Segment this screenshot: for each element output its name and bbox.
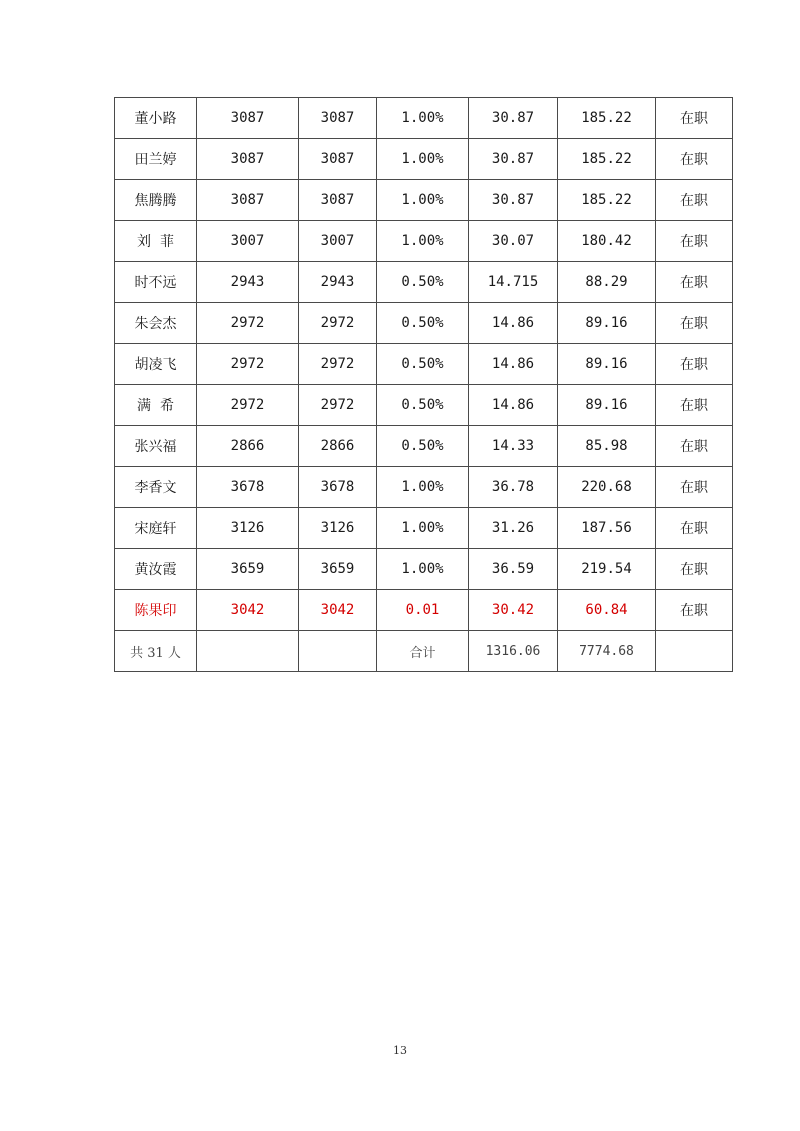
rate: 1.00% xyxy=(377,467,469,508)
total-amount: 60.84 xyxy=(558,590,656,631)
table-row xyxy=(115,98,733,139)
table-row xyxy=(115,508,733,549)
rate: 1.00% xyxy=(377,180,469,221)
contribution-base: 3087 xyxy=(299,98,377,139)
rate: 1.00% xyxy=(377,98,469,139)
table-row xyxy=(115,303,733,344)
base-salary: 3126 xyxy=(197,508,299,549)
roster-table xyxy=(114,97,733,672)
total-amount: 187.56 xyxy=(558,508,656,549)
employment-status: 在职 xyxy=(656,262,733,303)
total-amount: 185.22 xyxy=(558,139,656,180)
monthly-amount: 30.87 xyxy=(469,98,558,139)
monthly-amount: 30.07 xyxy=(469,221,558,262)
contribution-base: 2972 xyxy=(299,303,377,344)
sum-label: 合计 xyxy=(377,631,469,672)
table-row xyxy=(115,549,733,590)
monthly-amount: 36.59 xyxy=(469,549,558,590)
monthly-amount: 14.86 xyxy=(469,303,558,344)
total-row xyxy=(115,631,733,672)
employment-status: 在职 xyxy=(656,549,733,590)
base-salary: 2972 xyxy=(197,344,299,385)
base-salary: 3087 xyxy=(197,139,299,180)
employment-status: 在职 xyxy=(656,385,733,426)
total-amount: 185.22 xyxy=(558,180,656,221)
contribution-base: 3042 xyxy=(299,590,377,631)
contribution-base: 3007 xyxy=(299,221,377,262)
employment-status: 在职 xyxy=(656,344,733,385)
employment-status: 在职 xyxy=(656,98,733,139)
base-salary: 3042 xyxy=(197,590,299,631)
employee-name: 张兴福 xyxy=(115,426,197,467)
employment-status: 在职 xyxy=(656,180,733,221)
base-salary: 3659 xyxy=(197,549,299,590)
table-row-highlighted xyxy=(115,590,733,631)
employee-name: 李香文 xyxy=(115,467,197,508)
table-row xyxy=(115,139,733,180)
empty-cell xyxy=(299,631,377,672)
rate: 0.50% xyxy=(377,426,469,467)
table-row xyxy=(115,385,733,426)
employee-name: 宋庭轩 xyxy=(115,508,197,549)
base-salary: 2943 xyxy=(197,262,299,303)
total-amount: 180.42 xyxy=(558,221,656,262)
contribution-base: 2972 xyxy=(299,344,377,385)
total-amount: 185.22 xyxy=(558,98,656,139)
monthly-amount: 14.86 xyxy=(469,385,558,426)
total-amount: 220.68 xyxy=(558,467,656,508)
table-row xyxy=(115,262,733,303)
total-amount: 89.16 xyxy=(558,344,656,385)
total-amount: 89.16 xyxy=(558,303,656,344)
monthly-amount: 31.26 xyxy=(469,508,558,549)
employee-name: 董小路 xyxy=(115,98,197,139)
table-row xyxy=(115,344,733,385)
sum-monthly: 1316.06 xyxy=(469,631,558,672)
monthly-amount: 30.42 xyxy=(469,590,558,631)
table-row xyxy=(115,426,733,467)
employee-name: 满 希 xyxy=(115,385,197,426)
base-salary: 3678 xyxy=(197,467,299,508)
employment-status: 在职 xyxy=(656,221,733,262)
employment-status: 在职 xyxy=(656,303,733,344)
table-row xyxy=(115,180,733,221)
monthly-amount: 30.87 xyxy=(469,139,558,180)
sum-total: 7774.68 xyxy=(558,631,656,672)
employment-status: 在职 xyxy=(656,426,733,467)
employee-name: 黄汝霞 xyxy=(115,549,197,590)
total-amount: 89.16 xyxy=(558,385,656,426)
contribution-base: 3678 xyxy=(299,467,377,508)
employee-name: 焦腾腾 xyxy=(115,180,197,221)
base-salary: 2972 xyxy=(197,303,299,344)
contribution-base: 2972 xyxy=(299,385,377,426)
empty-cell xyxy=(197,631,299,672)
page-number: 13 xyxy=(393,1044,407,1057)
contribution-base: 3087 xyxy=(299,180,377,221)
base-salary: 3087 xyxy=(197,180,299,221)
monthly-amount: 14.86 xyxy=(469,344,558,385)
employee-name: 胡凌飞 xyxy=(115,344,197,385)
contribution-base: 3126 xyxy=(299,508,377,549)
rate: 0.50% xyxy=(377,303,469,344)
empty-cell xyxy=(656,631,733,672)
rate: 0.50% xyxy=(377,344,469,385)
table-row xyxy=(115,221,733,262)
employee-name: 时不远 xyxy=(115,262,197,303)
rate: 1.00% xyxy=(377,508,469,549)
employee-name: 朱会杰 xyxy=(115,303,197,344)
employment-status: 在职 xyxy=(656,467,733,508)
employment-status: 在职 xyxy=(656,590,733,631)
base-salary: 3087 xyxy=(197,98,299,139)
rate: 1.00% xyxy=(377,549,469,590)
contribution-base: 2943 xyxy=(299,262,377,303)
headcount: 共 31 人 xyxy=(115,631,197,672)
employment-status: 在职 xyxy=(656,508,733,549)
base-salary: 3007 xyxy=(197,221,299,262)
monthly-amount: 36.78 xyxy=(469,467,558,508)
contribution-base: 3659 xyxy=(299,549,377,590)
total-amount: 85.98 xyxy=(558,426,656,467)
table-row xyxy=(115,467,733,508)
monthly-amount: 14.715 xyxy=(469,262,558,303)
employee-name: 陈果印 xyxy=(115,590,197,631)
rate: 1.00% xyxy=(377,139,469,180)
rate: 1.00% xyxy=(377,221,469,262)
employee-name: 刘 菲 xyxy=(115,221,197,262)
rate: 0.50% xyxy=(377,385,469,426)
base-salary: 2866 xyxy=(197,426,299,467)
contribution-base: 3087 xyxy=(299,139,377,180)
total-amount: 88.29 xyxy=(558,262,656,303)
base-salary: 2972 xyxy=(197,385,299,426)
monthly-amount: 14.33 xyxy=(469,426,558,467)
employee-name: 田兰婷 xyxy=(115,139,197,180)
employment-status: 在职 xyxy=(656,139,733,180)
contribution-base: 2866 xyxy=(299,426,377,467)
rate: 0.50% xyxy=(377,262,469,303)
total-amount: 219.54 xyxy=(558,549,656,590)
monthly-amount: 30.87 xyxy=(469,180,558,221)
rate: 0.01 xyxy=(377,590,469,631)
